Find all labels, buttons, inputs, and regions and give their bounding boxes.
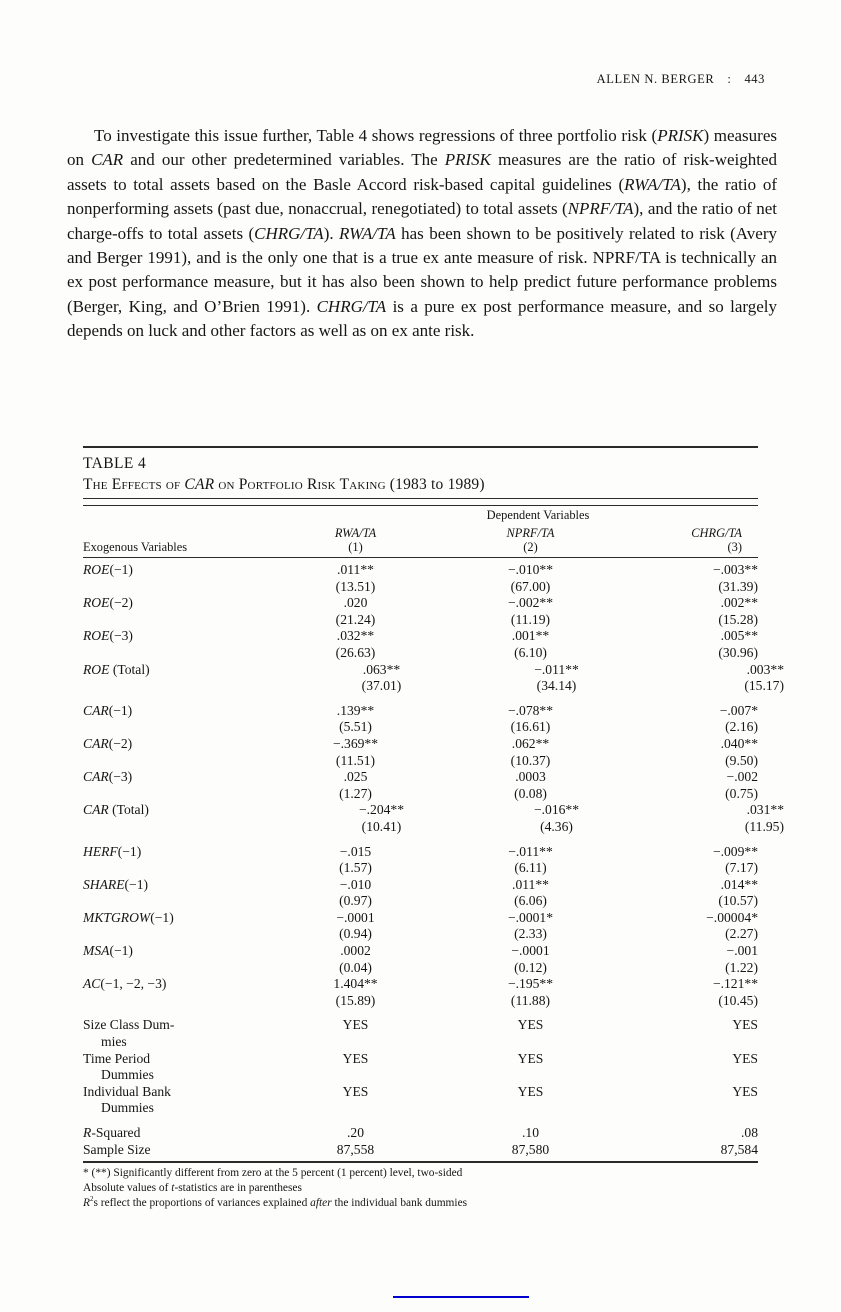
- coefficient: .139**: [336, 702, 375, 718]
- t-statistic: (0.94): [339, 926, 372, 942]
- coefficient: −.001: [726, 943, 758, 959]
- t-statistic: (5.51): [339, 719, 372, 735]
- table-row: [83, 802, 758, 835]
- row-label: [83, 736, 273, 769]
- data-cell: [623, 943, 758, 976]
- row-label-part: MKTGROW: [83, 909, 151, 925]
- coefficient: .014**: [720, 876, 758, 892]
- data-cell: [623, 877, 758, 910]
- column-name: RWA/TA: [334, 525, 377, 540]
- data-cell: [438, 1009, 623, 1050]
- dummy-value: YES: [342, 1017, 369, 1033]
- row-label-part: -Squared: [91, 1125, 141, 1140]
- row-label: [83, 943, 273, 976]
- dummy-value: YES: [342, 1083, 369, 1099]
- t-statistic: (16.61): [510, 719, 551, 735]
- row-label-line: Size Class Dum-: [83, 1017, 175, 1033]
- data-cell: [438, 1142, 623, 1159]
- t-statistic: (0.08): [514, 785, 547, 801]
- row-label: [83, 836, 273, 877]
- coefficient: −.078**: [507, 702, 554, 718]
- row-label-part: (Total): [109, 661, 150, 677]
- t-statistic: (21.24): [335, 611, 376, 627]
- row-label-line: Dummies: [101, 1100, 154, 1116]
- data-cell: [273, 562, 438, 595]
- coefficient: .0002: [340, 943, 371, 959]
- title-part: The Effects of: [83, 476, 185, 493]
- text-run: CAR: [91, 150, 124, 170]
- text-run: CHRG/TA: [316, 296, 387, 316]
- row-label-line: mies: [101, 1034, 127, 1050]
- coefficient: −.010: [339, 876, 372, 892]
- row-label-part: (−1): [150, 909, 174, 925]
- t-statistic: (1.57): [339, 860, 372, 876]
- row-label-part: (−1): [117, 843, 142, 859]
- table-double-rule: [83, 498, 758, 506]
- dummy-value: YES: [517, 1050, 544, 1066]
- table-row: [83, 976, 758, 1009]
- page-number: 443: [744, 72, 765, 86]
- table-row: [83, 877, 758, 910]
- dependent-variables-spanner: Dependent Variables: [486, 508, 590, 522]
- row-label-part: CAR: [83, 702, 109, 718]
- footnote-part: s reflect the proportions of variances explained: [93, 1196, 311, 1209]
- t-statistic: (0.12): [514, 959, 547, 975]
- t-statistic: (1.27): [339, 785, 372, 801]
- footnote-line: [83, 1181, 758, 1196]
- footnote-line: [83, 1196, 758, 1211]
- coefficient: .025: [343, 769, 368, 785]
- text-run: ).: [323, 223, 339, 243]
- table-row: [83, 1142, 758, 1159]
- table-row: [83, 1084, 758, 1117]
- t-statistic: (11.51): [335, 752, 376, 768]
- row-label-part: CAR: [83, 735, 109, 751]
- footnote-part: -statistics are in parentheses: [174, 1181, 302, 1194]
- scan-artifact-blue-line: [393, 1296, 529, 1298]
- coefficient: −.0001: [336, 909, 375, 925]
- column-number: (1): [348, 539, 363, 554]
- coefficient: .032**: [336, 628, 375, 644]
- stat-value: .08: [741, 1125, 758, 1140]
- coefficient: .003**: [746, 661, 784, 677]
- coefficient: −.011**: [534, 661, 579, 677]
- table-row: [83, 1009, 758, 1050]
- data-cell: [623, 1051, 758, 1084]
- row-label-part: ROE: [83, 595, 110, 611]
- t-statistic: (26.63): [335, 644, 376, 660]
- row-label: [83, 1117, 273, 1142]
- row-label-part: SHARE: [83, 876, 125, 892]
- table-row: [83, 943, 758, 976]
- t-statistic: (67.00): [510, 578, 551, 594]
- t-statistic: (10.41): [361, 818, 402, 834]
- row-label-part: (−2): [108, 735, 133, 751]
- column-header-chrg-ta: [623, 526, 758, 554]
- table-label: TABLE 4: [83, 455, 147, 472]
- data-cell: [273, 595, 438, 628]
- row-label-part: MSA: [83, 943, 110, 959]
- row-label-part: CAR: [83, 769, 109, 785]
- data-cell: [273, 628, 438, 661]
- t-statistic: (11.95): [744, 818, 784, 834]
- coefficient: −.003**: [712, 562, 758, 577]
- data-cell: [623, 736, 758, 769]
- data-cell: [623, 1084, 758, 1117]
- row-label-part: ROE: [83, 661, 110, 677]
- row-label: [83, 595, 273, 628]
- coefficient: −.015: [339, 843, 372, 859]
- column-number: (3): [727, 539, 742, 554]
- table-row: [83, 595, 758, 628]
- row-label-part: (−1): [109, 562, 133, 577]
- table-row: [83, 1117, 758, 1142]
- row-label-part: (−1, −2, −3): [100, 976, 167, 992]
- row-label-part: (−3): [109, 628, 133, 644]
- t-statistic: (1.22): [725, 959, 758, 975]
- text-run: has been shown to be positively related to risk (Avery and Berger 1991), and is the only one that is a true ex ante measure of risk. NPRF/TA is technically an ex post performance measure, but it has also been shown to help predict future performance problems (Berger, King, and O’Brien 1991).: [67, 223, 777, 316]
- row-label-part: (−1): [108, 702, 133, 718]
- footnote-part: the individual bank dummies: [331, 1196, 468, 1209]
- footnote-line: [83, 1166, 758, 1181]
- data-cell: [273, 910, 438, 943]
- t-statistic: (10.45): [718, 992, 758, 1008]
- column-header-rwa-ta: [273, 526, 438, 554]
- footnote-part: after: [310, 1196, 332, 1209]
- coefficient: −.121**: [712, 976, 758, 992]
- table-row: [83, 628, 758, 661]
- row-label-part: (−1): [124, 876, 149, 892]
- data-cell: [273, 736, 438, 769]
- row-label: [83, 628, 273, 661]
- stat-value: 87,580: [511, 1141, 550, 1157]
- text-run: RWA/TA: [339, 223, 396, 243]
- t-statistic: (11.88): [510, 992, 551, 1008]
- t-statistic: (10.57): [718, 893, 758, 909]
- t-statistic: (4.36): [540, 818, 573, 834]
- row-label-part: ROE: [83, 628, 110, 644]
- coefficient: .0003: [515, 769, 546, 785]
- t-statistic: (15.17): [744, 678, 784, 694]
- row-label-part: (Total): [108, 802, 149, 818]
- coefficient: −.010**: [507, 562, 554, 577]
- row-label: [83, 662, 273, 695]
- data-cell: [273, 836, 438, 877]
- t-statistic: (13.51): [335, 578, 376, 594]
- title-part: CAR: [184, 476, 215, 493]
- data-cell: [438, 943, 623, 976]
- text-run: and our other predetermined variables. The: [123, 150, 445, 170]
- row-label-part: Sample Size: [83, 1141, 151, 1157]
- data-cell: [623, 1009, 758, 1050]
- data-cell: [273, 943, 438, 976]
- row-label: [83, 802, 273, 835]
- row-label: [83, 1051, 273, 1084]
- coefficient: .020: [343, 595, 368, 611]
- data-cell: [438, 736, 623, 769]
- author-name: ALLEN N. BERGER: [596, 72, 715, 86]
- data-cell: [623, 1117, 758, 1142]
- header-separator: :: [727, 72, 732, 86]
- coefficient: −.007*: [719, 702, 758, 718]
- text-run: ), and the ratio of net charge-offs to total assets (: [67, 199, 777, 243]
- data-cell: [273, 662, 438, 695]
- regression-table: [83, 562, 784, 1158]
- t-statistic: (11.19): [510, 611, 551, 627]
- coefficient: −.002**: [507, 595, 554, 611]
- row-label-line: Individual Bank: [83, 1083, 171, 1099]
- row-label-part: (−3): [108, 769, 133, 785]
- data-cell: [623, 1142, 758, 1159]
- data-cell: [438, 802, 623, 835]
- coefficient: .005**: [720, 628, 758, 644]
- coefficient: .063**: [362, 661, 401, 677]
- row-label-line: Time Period: [83, 1050, 151, 1066]
- stat-value: .20: [347, 1125, 364, 1140]
- coefficient: .040**: [720, 735, 758, 751]
- t-statistic: (6.11): [514, 860, 547, 876]
- stat-value: .10: [522, 1125, 539, 1140]
- row-label-part: CAR: [83, 802, 109, 818]
- row-label-part: AC: [83, 976, 101, 992]
- data-cell: [273, 769, 438, 802]
- row-label: [83, 1142, 273, 1159]
- data-cell: [273, 1142, 438, 1159]
- data-cell: [438, 1117, 623, 1142]
- table-footnotes: [83, 1166, 758, 1211]
- table-row: [83, 662, 758, 695]
- t-statistic: (37.01): [361, 678, 402, 694]
- data-cell: [438, 976, 623, 1009]
- table-row: [83, 562, 758, 595]
- column-header-nprf-ta: [438, 526, 623, 554]
- coefficient: .062**: [511, 735, 550, 751]
- coefficient: −.0001*: [507, 909, 554, 925]
- data-cell: [623, 910, 758, 943]
- footnote-part: * (**) Significantly different from zero at the 5 percent (1 percent) level, two-sided: [83, 1166, 463, 1179]
- table-row: [83, 1051, 758, 1084]
- data-cell: [438, 628, 623, 661]
- t-statistic: (6.10): [514, 644, 547, 660]
- dummy-value: YES: [732, 1017, 758, 1033]
- data-cell: [438, 1084, 623, 1117]
- coefficient: −.0001: [511, 943, 550, 959]
- text-run: To investigate this issue further, Table 4 shows regressions of three portfolio risk (: [94, 126, 658, 145]
- t-statistic: (31.39): [718, 578, 758, 594]
- footnote-part: t: [171, 1181, 175, 1194]
- coefficient: 1.404**: [333, 976, 378, 992]
- t-statistic: (0.97): [339, 893, 372, 909]
- t-statistic: (2.33): [514, 926, 547, 942]
- header-rule: [83, 557, 758, 559]
- row-label: [83, 877, 273, 910]
- t-statistic: (0.75): [725, 785, 758, 801]
- table-row: [83, 910, 758, 943]
- data-cell: [438, 910, 623, 943]
- text-run: ) measures on: [67, 126, 777, 170]
- data-cell: [273, 877, 438, 910]
- data-cell: [438, 1051, 623, 1084]
- dummy-value: YES: [517, 1017, 544, 1033]
- table-4: [83, 446, 784, 1211]
- footnote-part: 2: [89, 1194, 94, 1203]
- coefficient: −.00004*: [706, 909, 758, 925]
- text-run: ), the ratio of nonperforming assets (past due, nonaccrual, renegotiated) to total assets (: [67, 174, 777, 219]
- data-cell: [438, 562, 623, 595]
- table-row: [83, 736, 758, 769]
- row-label: [83, 562, 273, 595]
- data-cell: [623, 976, 758, 1009]
- data-cell: [623, 695, 758, 736]
- t-statistic: (9.50): [725, 752, 758, 768]
- table-title: [83, 476, 758, 494]
- row-label: [83, 976, 273, 1009]
- coefficient: .011**: [337, 562, 374, 577]
- stat-value: 87,558: [336, 1141, 375, 1157]
- data-cell: [438, 695, 623, 736]
- row-label-part: HERF: [83, 843, 118, 859]
- row-label-part: (−2): [109, 595, 133, 611]
- stat-value: 87,584: [720, 1141, 758, 1157]
- row-label-part: ROE: [83, 562, 110, 577]
- data-cell: [273, 1117, 438, 1142]
- t-statistic: (2.16): [725, 719, 758, 735]
- data-cell: [273, 1009, 438, 1050]
- t-statistic: (30.96): [718, 644, 758, 660]
- text-run: measures are the ratio of risk-weighted assets to total assets based on the Basle Accord risk-based capital guidelines (: [67, 150, 778, 194]
- data-cell: [273, 802, 438, 835]
- data-cell: [273, 976, 438, 1009]
- row-label: [83, 1009, 273, 1050]
- row-label: [83, 910, 273, 943]
- table-top-rule: [83, 446, 758, 448]
- column-name: NPRF/TA: [506, 525, 555, 540]
- t-statistic: (15.28): [718, 611, 758, 627]
- dummy-value: YES: [732, 1083, 758, 1099]
- coefficient: −.204**: [358, 802, 405, 818]
- text-run: CHRG/TA: [254, 223, 324, 243]
- data-cell: [438, 769, 623, 802]
- coefficient: −.195**: [507, 976, 554, 992]
- data-cell: [623, 628, 758, 661]
- data-cell: [273, 1084, 438, 1117]
- t-statistic: (34.14): [536, 678, 577, 694]
- coefficient: .011**: [512, 876, 549, 892]
- data-cell: [438, 877, 623, 910]
- data-cell: [438, 836, 623, 877]
- coefficient: .001**: [511, 628, 550, 644]
- column-name: CHRG/TA: [691, 525, 742, 540]
- data-cell: [623, 836, 758, 877]
- row-label: [83, 769, 273, 802]
- data-cell: [623, 769, 758, 802]
- data-cell: [623, 595, 758, 628]
- title-part: on Portfolio Risk Taking: [214, 476, 390, 493]
- body-paragraph: [67, 124, 777, 344]
- text-run: PRISK: [657, 126, 704, 145]
- t-statistic: (0.04): [339, 959, 372, 975]
- data-cell: [438, 662, 623, 695]
- row-label: [83, 695, 273, 736]
- coefficient: .031**: [746, 802, 784, 818]
- text-run: RWA/TA: [624, 174, 681, 194]
- coefficient: −.002: [726, 769, 758, 785]
- t-statistic: (15.89): [335, 992, 376, 1008]
- footnote-part: R: [83, 1196, 90, 1209]
- table-row: [83, 695, 758, 736]
- running-head: [597, 72, 765, 87]
- table-row: [83, 836, 758, 877]
- title-part: (1983 to 1989): [389, 476, 485, 493]
- coefficient: −.009**: [712, 843, 758, 859]
- row-label-part: R: [83, 1125, 92, 1140]
- t-statistic: (10.37): [510, 752, 551, 768]
- text-run: PRISK: [444, 150, 492, 170]
- data-cell: [623, 562, 758, 595]
- coefficient: −.011**: [508, 843, 553, 859]
- row-label: [83, 1084, 273, 1117]
- t-statistic: (2.27): [725, 926, 758, 942]
- coefficient: .002**: [720, 595, 758, 611]
- dummy-value: YES: [517, 1083, 544, 1099]
- column-number: (2): [523, 539, 538, 554]
- coefficient: −.369**: [332, 735, 379, 751]
- text-run: NPRF/TA: [567, 199, 634, 219]
- data-cell: [273, 695, 438, 736]
- row-label-part: (−1): [109, 943, 133, 959]
- table-bottom-rule: [83, 1161, 758, 1163]
- table-row: [83, 769, 758, 802]
- t-statistic: (7.17): [725, 860, 758, 876]
- dummy-value: YES: [732, 1050, 758, 1066]
- coefficient: −.016**: [533, 802, 580, 818]
- text-run: is a pure ex post performance measure, and so largely depends on luck and other factors as well as on ex ante risk.: [67, 296, 777, 341]
- dummy-value: YES: [342, 1050, 369, 1066]
- data-cell: [438, 595, 623, 628]
- data-cell: [273, 1051, 438, 1084]
- footnote-part: Absolute values of: [83, 1181, 172, 1194]
- t-statistic: (6.06): [514, 893, 547, 909]
- row-label-line: Dummies: [101, 1067, 154, 1083]
- column-headers: [83, 526, 758, 554]
- exogenous-variables-header: Exogenous Variables: [83, 539, 188, 554]
